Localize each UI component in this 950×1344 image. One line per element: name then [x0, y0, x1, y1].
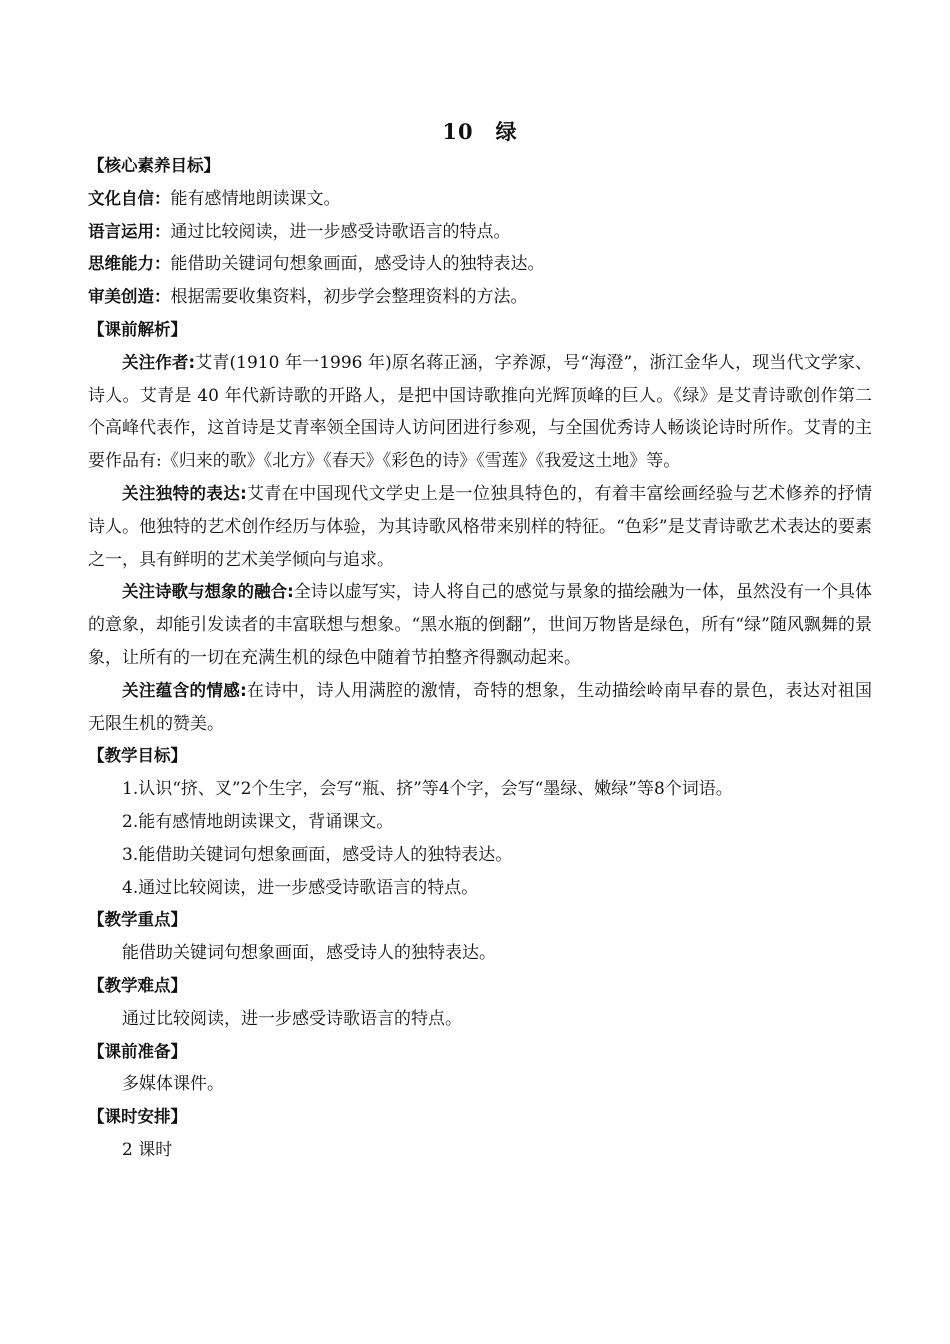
page-title	[88, 116, 872, 148]
difficulties-text: 通过比较阅读，进一步感受诗歌语言的特点。	[122, 1008, 462, 1029]
core-goal-text: 通过比较阅读，进一步感受诗歌语言的特点。	[170, 221, 511, 242]
core-goal-label: 语言运用：	[88, 221, 171, 241]
schedule-heading: 【课时安排】	[88, 1107, 187, 1127]
analysis-text: 全诗以虚写实，诗人将自己的感觉与景象的描绘融为一体，虽然没有一个具体的意象，却能引发读者的丰富联想与想象。“黑水瓶的倒翻”，世间万物皆是绿色，所有“绿”随风飘舞的景象，让所有的一切在充满生机的绿色中随着节拍整齐得飘动起来。	[88, 582, 872, 668]
lesson-plan-page	[88, 116, 872, 1167]
core-goal-item	[88, 281, 872, 314]
teaching-goal-item: 3.能借助关键词句想象画面，感受诗人的独特表达。	[122, 844, 513, 865]
analysis-paragraph	[88, 576, 872, 674]
pre-analysis-heading: 【课前解析】	[88, 319, 187, 339]
analysis-label: 关注蕴含的情感:	[122, 680, 247, 700]
analysis-text: 在诗中，诗人用满腔的激情，奇特的想象，生动描绘岭南早春的景色，表达对祖国无限生机的赞美。	[88, 680, 872, 734]
core-goal-item	[88, 248, 872, 281]
schedule-text: 2 课时	[122, 1139, 173, 1160]
analysis-label: 关注诗歌与想象的融合:	[122, 582, 294, 602]
preparation-heading: 【课前准备】	[88, 1041, 187, 1061]
analysis-label: 关注独特的表达:	[122, 483, 247, 503]
core-goals-heading: 【核心素养目标】	[88, 156, 220, 175]
core-goal-text: 根据需要收集资料，初步学会整理资料的方法。	[170, 287, 528, 308]
teaching-goal-item: 2.能有感情地朗读课文，背诵课文。	[122, 811, 394, 832]
key-points-text: 能借助关键词句想象画面，感受诗人的独特表达。	[122, 943, 496, 964]
core-goal-label: 思维能力：	[88, 254, 171, 274]
teaching-goals-heading: 【教学目标】	[88, 746, 187, 766]
core-goal-label: 审美创造：	[88, 287, 171, 307]
lesson-number: 10	[442, 119, 474, 144]
core-goal-item	[88, 183, 872, 216]
analysis-paragraph	[88, 347, 872, 478]
core-goal-text: 能借助关键词句想象画面，感受诗人的独特表达。	[170, 254, 545, 275]
key-points-heading: 【教学重点】	[88, 910, 187, 930]
teaching-goal-item: 4.通过比较阅读，进一步感受诗歌语言的特点。	[122, 877, 479, 898]
analysis-text: 艾青在中国现代文学史上是一位独具特色的，有着丰富绘画经验与艺术修养的抒情诗人。他独特的艺术创作经历与体验，为其诗歌风格带来别样的特征。“色彩”是艾青诗歌艺术表达的要素之一，具有鲜明的艺术美学倾向与追求。	[88, 483, 872, 570]
core-goal-text: 能有感情地朗读课文。	[170, 188, 341, 209]
core-goal-item	[88, 216, 872, 249]
lesson-name: 绿	[495, 119, 518, 144]
analysis-paragraph	[88, 675, 872, 741]
teaching-goal-item: 1.认识“挤、叉”2个生字，会写“瓶、挤”等4个字，会写“墨绿、嫩绿”等8个词语。	[122, 779, 733, 800]
core-goal-label: 文化自信：	[88, 188, 171, 208]
analysis-paragraph	[88, 478, 872, 576]
analysis-label: 关注作者:	[122, 352, 196, 372]
preparation-text: 多媒体课件。	[122, 1074, 224, 1095]
difficulties-heading: 【教学难点】	[88, 975, 187, 995]
analysis-text: 艾青(1910 年一1996 年)原名蒋正涵，字养源，号“海澄”，浙江金华人，现当代文学家、诗人。艾青是 40 年代新诗歌的开路人，是把中国诗歌推向光辉顶峰的巨人。《绿》是艾青诗歌创作第二个高峰代表作，这首诗是艾青率领全国诗人访问团进行参观，与全国优秀诗人畅谈论诗时所作。艾青的主要作品有:《归来的歌》《北方》《春天》《彩色的诗》《雪莲》《我爱这土地》等。	[88, 352, 872, 472]
